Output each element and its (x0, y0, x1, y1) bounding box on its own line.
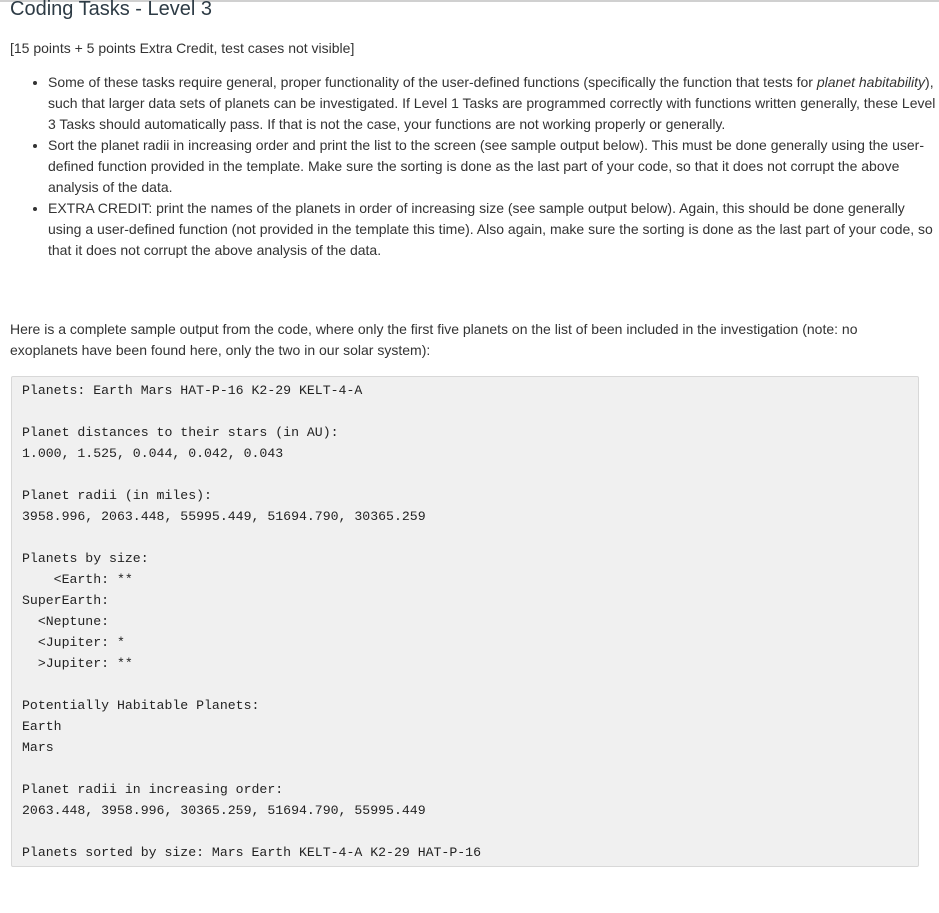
task-item-habitability (48, 72, 938, 135)
sample-output-intro: Here is a complete sample output from the code, where only the first five planets on the list of been included in the investigation (note: no exoplanets have been found here, only the two in our solar system): (10, 321, 858, 358)
task-item-sort-radii: • Sort the planet radii in increasing order and print the list to the screen (see sample output below). This must be done generally using the user-defined function provided in the template. Make sure the sorting is done as the last part of your code, so that it does not corrupt the above analysis of the data. (48, 135, 938, 198)
points-note: [15 points + 5 points Extra Credit, test cases not visible] (10, 40, 355, 56)
task-list (20, 72, 938, 261)
page-title: Coding Tasks - Level 3 (10, 0, 212, 20)
task-text-part: ), such that larger data sets of planets can be investigated. If Level 1 Tasks are programmed correctly with functions written generally, these Level 3 Tasks should automatically pass. If that is not the case, your functions are not working properly or generally. (48, 74, 936, 132)
task-text-part: Some of these tasks require general, proper functionality of the user-defined functions (specifically the function that tests for (48, 74, 817, 90)
sample-output-code: Planets: Earth Mars HAT-P-16 K2-29 KELT-4-A Planet distances to their stars (in AU): 1.000, 1.525, 0.044, 0.042, 0.043 Planet radii (in miles): 3958.996, 2063.448, 55995.449, 51694.790, 30365.259 Planets by size: <Earth: ** SuperEarth: <Neptune: <Jupiter: * >Jupiter: ** Potentially Habitable Planets: Earth Mars Planet radii in increasing order: 2063.448, 3958.996, 30365.259, 51694.790, 55995.449 Planets sorted by size: Mars Earth KELT-4-A K2-29 HAT-P-16 (11, 376, 919, 867)
task-emphasis: planet habitability (816, 74, 926, 90)
task-item-extra-credit: • EXTRA CREDIT: print the names of the planets in order of increasing size (see sample output below). Again, this should be done generally using a user-defined function (not provided in the template this time). Also again, make sure the sorting is done as the last part of your code, so that it does not corrupt the above analysis of the data. (48, 198, 938, 261)
